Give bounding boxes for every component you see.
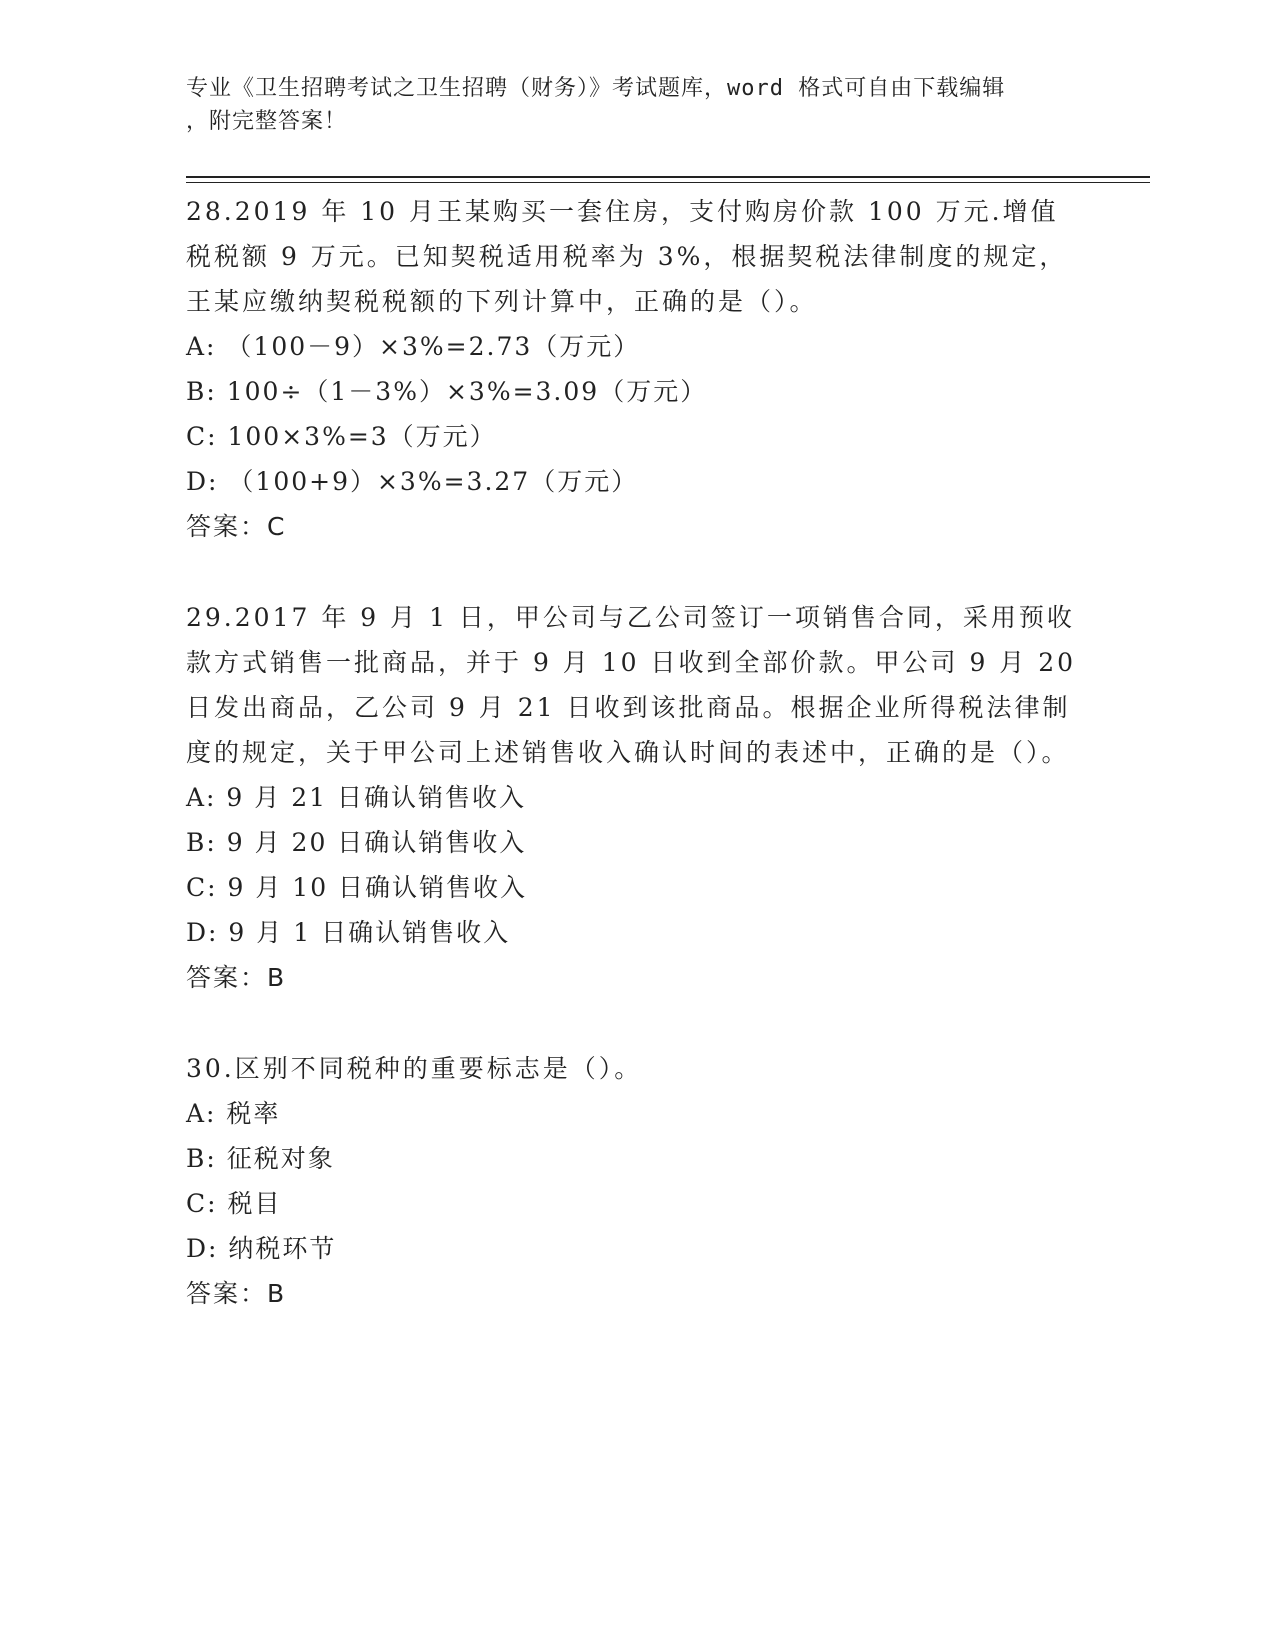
- question-stem: 29.2017 年 9 月 1 日，甲公司与乙公司签订一项销售合同，采用预收款方式销售一批商品，并于 9 月 10 日收到全部价款。甲公司 9 月 20 日发出商品，乙公司 9 月 21 日收到该批商品。根据企业所得税法律制度的规定，关于甲公司上述销售收入确认时间的表述中，正确的是（）。: [186, 603, 1077, 767]
- document-header: [186, 72, 1066, 138]
- option-d: D: 9 月 1 日确认销售收入: [186, 918, 511, 947]
- option-c: C: 9 月 10 日确认销售收入: [186, 873, 528, 902]
- question-30: [186, 1046, 1086, 1317]
- question-gap: [186, 550, 1086, 595]
- question-29: [186, 595, 1086, 1001]
- question-stem: 28.2019 年 10 月王某购买一套住房，支付购房价款 100 万元.增值税税额 9 万元。已知契税适用税率为 3%，根据契税法律制度的规定，王某应缴纳契税税额的下列计算中，正确的是（）。: [186, 197, 1068, 316]
- option-b: B: 100÷（1－3%）×3%=3.09（万元）: [186, 377, 708, 406]
- question-stem: 30.区别不同税种的重要标志是（）。: [186, 1054, 643, 1083]
- question-gap: [186, 1001, 1086, 1046]
- question-28: [186, 189, 1086, 550]
- answer: 答案：C: [186, 512, 287, 541]
- option-a: A: （100－9）×3%=2.73（万元）: [186, 332, 641, 361]
- option-c: C: 税目: [186, 1189, 282, 1218]
- option-d: D: （100+9）×3%=3.27（万元）: [186, 467, 639, 496]
- header-line-2: ，附完整答案！: [186, 109, 348, 134]
- option-a: A: 税率: [186, 1099, 281, 1128]
- option-b: B: 9 月 20 日确认销售收入: [186, 828, 527, 857]
- answer: 答案：B: [186, 963, 287, 992]
- header-rule-thin: [186, 182, 1150, 183]
- header-line-1: 专业《卫生招聘考试之卫生招聘（财务）》考试题库，word 格式可自由下载编辑: [186, 76, 1006, 101]
- header-rule-thick: [186, 176, 1150, 178]
- answer: 答案：B: [186, 1279, 287, 1308]
- option-c: C: 100×3%=3（万元）: [186, 422, 497, 451]
- question-list: [186, 189, 1086, 1317]
- option-d: D: 纳税环节: [186, 1234, 337, 1263]
- option-a: A: 9 月 21 日确认销售收入: [186, 783, 526, 812]
- option-b: B: 征税对象: [186, 1144, 335, 1173]
